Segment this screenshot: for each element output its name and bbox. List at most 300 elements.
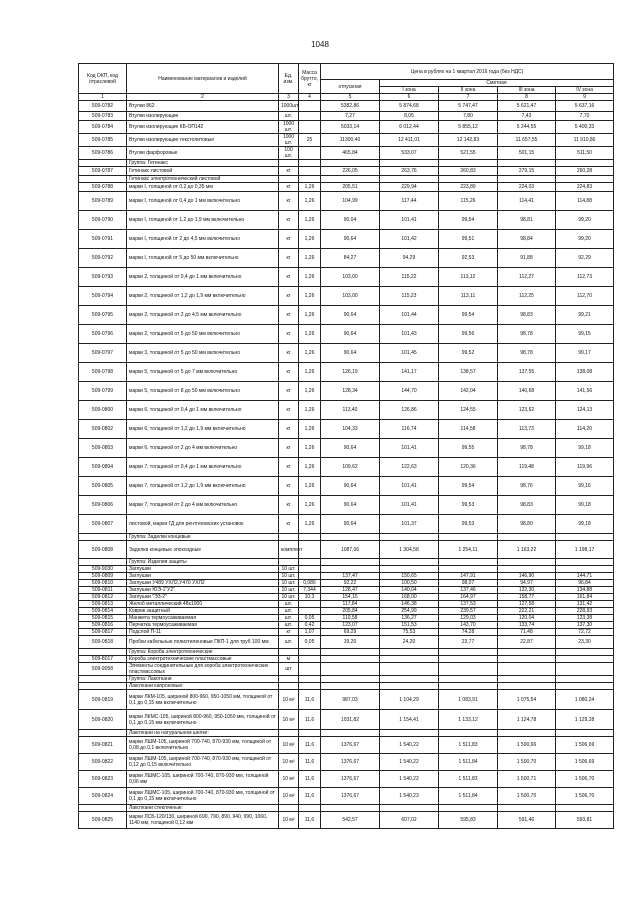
- row-price-zone-3: 98,84: [498, 230, 556, 249]
- row-price-zone-4: 123,38: [556, 615, 614, 622]
- table-row: [79, 601, 614, 608]
- row-code: 509-0818: [79, 636, 127, 649]
- row-unit: 10 шт.: [279, 573, 299, 580]
- row-name: Короба электротехнические пластмассовые: [127, 656, 279, 663]
- row-price-zone-3: [498, 566, 556, 573]
- row-price-zone-2: 1 511,84: [439, 754, 498, 771]
- row-price-zone-4: 99,18: [556, 496, 614, 515]
- row-name: Группа: Лакоткани: [127, 676, 279, 683]
- table-row: [79, 541, 614, 559]
- col-number: 9: [556, 94, 614, 101]
- row-price-zone-3: [498, 683, 556, 690]
- table-row: [79, 656, 614, 663]
- row-code: 509-0804: [79, 458, 127, 477]
- row-price-zone-2: 113,11: [439, 287, 498, 306]
- row-code: [79, 559, 127, 566]
- row-price-release: 5033,14: [321, 121, 380, 134]
- row-price-zone-1: 254,99: [380, 608, 439, 615]
- row-price-zone-4: 131,42: [556, 601, 614, 608]
- row-price-release: 69,29: [321, 629, 380, 636]
- row-price-zone-2: 1 083,91: [439, 690, 498, 710]
- row-price-zone-1: 140,04: [380, 587, 439, 594]
- row-price-zone-4: 137,30: [556, 622, 614, 629]
- row-price-zone-3: 114,41: [498, 192, 556, 211]
- row-price-release: 542,57: [321, 812, 380, 829]
- row-price-release: 205,51: [321, 183, 380, 192]
- row-price-zone-4: [556, 683, 614, 690]
- row-price-zone-3: 94,97: [498, 580, 556, 587]
- row-price-zone-3: 119,48: [498, 458, 556, 477]
- row-price-zone-1: [380, 566, 439, 573]
- row-mass: 0,05: [299, 615, 321, 622]
- row-price-release: 19,20: [321, 636, 380, 649]
- row-unit: шт.: [279, 622, 299, 629]
- table-row: [79, 382, 614, 401]
- row-name: Гетинакс электротехнический листовой: [127, 176, 279, 183]
- row-price-zone-2: [439, 683, 498, 690]
- row-price-release: 110,58: [321, 615, 380, 622]
- row-price-zone-1: 1 540,22: [380, 754, 439, 771]
- row-name: Заглушки: [127, 566, 279, 573]
- header-name: Наименование материалов и изделий: [127, 64, 279, 94]
- row-price-zone-3: 71,48: [498, 629, 556, 636]
- row-price-zone-4: 7,70: [556, 112, 614, 121]
- row-price-zone-4: 228,93: [556, 608, 614, 615]
- row-unit: кг: [279, 477, 299, 496]
- row-name: Группа: Гетинакс: [127, 160, 279, 167]
- header-zone-3: III зона: [498, 87, 556, 94]
- row-price-zone-2: 164,97: [439, 594, 498, 601]
- row-mass: 7,344: [299, 587, 321, 594]
- row-unit: м: [279, 656, 299, 663]
- table-row: [79, 325, 614, 344]
- row-price-zone-4: 1 129,28: [556, 710, 614, 730]
- header-release: отпускная: [321, 80, 380, 94]
- row-price-zone-2: 114,58: [439, 420, 498, 439]
- row-mass: [299, 167, 321, 176]
- row-price-zone-3: 279,15: [498, 167, 556, 176]
- row-mass: 1,26: [299, 211, 321, 230]
- table-row: [79, 737, 614, 754]
- row-price-zone-2: [439, 176, 498, 183]
- table-row: [79, 160, 614, 167]
- row-mass: 1,26: [299, 287, 321, 306]
- row-price-zone-1: [380, 559, 439, 566]
- row-mass: 1,26: [299, 458, 321, 477]
- table-row: [79, 211, 614, 230]
- row-name: марки 6, толщиной от 0,4 до 1 мм включительно: [127, 401, 279, 420]
- row-name: Подслой П-11: [127, 629, 279, 636]
- row-unit: 1000шт: [279, 101, 299, 112]
- row-price-zone-3: 91,88: [498, 249, 556, 268]
- row-code: 509-0803: [79, 439, 127, 458]
- table-row: [79, 573, 614, 580]
- row-price-zone-3: 146,90: [498, 573, 556, 580]
- row-code: 509-0811: [79, 587, 127, 594]
- row-price-zone-1: 1 540,23: [380, 788, 439, 805]
- row-mass: 0,42: [299, 622, 321, 629]
- row-name: марки I, толщиной от 0,4 до 1 мм включительно: [127, 192, 279, 211]
- table-row: [79, 710, 614, 730]
- row-name: марки 5, толщиной от 5 до 7 мм включительно: [127, 363, 279, 382]
- row-code: [79, 805, 127, 812]
- table-row: [79, 458, 614, 477]
- table-row: [79, 306, 614, 325]
- row-price-release: 5382,86: [321, 101, 380, 112]
- row-price-release: [321, 663, 380, 676]
- row-price-release: 117,84: [321, 601, 380, 608]
- row-price-zone-4: 99,16: [556, 477, 614, 496]
- row-mass: [299, 566, 321, 573]
- table-row: [79, 683, 614, 690]
- row-mass: 11,6: [299, 710, 321, 730]
- row-price-zone-4: 224,83: [556, 183, 614, 192]
- row-price-zone-1: 150,65: [380, 573, 439, 580]
- row-unit: [279, 683, 299, 690]
- table-row: [79, 788, 614, 805]
- row-price-zone-4: [556, 805, 614, 812]
- row-mass: 11,6: [299, 812, 321, 829]
- row-mass: 1,26: [299, 325, 321, 344]
- row-price-zone-3: [498, 534, 556, 541]
- row-price-zone-1: 144,70: [380, 382, 439, 401]
- row-price-release: 90,04: [321, 211, 380, 230]
- row-price-zone-3: 22,87: [498, 636, 556, 649]
- row-price-zone-4: 99,21: [556, 306, 614, 325]
- row-code: 509-0788: [79, 183, 127, 192]
- row-price-zone-2: [439, 805, 498, 812]
- row-price-zone-1: 151,53: [380, 622, 439, 629]
- row-name: Лакоткани стеклянные:: [127, 805, 279, 812]
- row-price-release: [321, 566, 380, 573]
- row-price-zone-4: 5 637,16: [556, 101, 614, 112]
- header-price-title: Цена в рублях на 1 квартал 2016 года (без НДС): [321, 64, 614, 80]
- row-name: Заглушки "ЭЗ-2": [127, 594, 279, 601]
- page-number: 1048: [311, 40, 329, 49]
- row-code: 509-0824: [79, 788, 127, 805]
- row-mass: 1,26: [299, 477, 321, 496]
- row-price-zone-3: 98,76: [498, 477, 556, 496]
- row-price-zone-3: 98,81: [498, 211, 556, 230]
- table-row: [79, 812, 614, 829]
- row-name: марки 6, толщиной от 2 до 4 мм включительно: [127, 439, 279, 458]
- row-unit: [279, 805, 299, 812]
- row-name: Втулки фарфоровые: [127, 147, 279, 160]
- row-code: 509-0814: [79, 608, 127, 615]
- row-price-zone-1: [380, 176, 439, 183]
- row-price-zone-4: 1 198,17: [556, 541, 614, 559]
- row-unit: 1000 шт.: [279, 121, 299, 134]
- row-code: 509-9030: [79, 566, 127, 573]
- row-price-zone-4: 5 400,33: [556, 121, 614, 134]
- row-name: марки 2, толщиной от 1,2 до 1,9 мм включительно: [127, 287, 279, 306]
- row-price-zone-1: 1 304,58: [380, 541, 439, 559]
- row-price-zone-3: 113,73: [498, 420, 556, 439]
- table-row: [79, 420, 614, 439]
- table-row: [79, 121, 614, 134]
- row-unit: кг: [279, 183, 299, 192]
- row-name: марки ЛШМ-105, шириной 700-740, 870-930 мм, толщиной от 0,08 до 0,1 включительно: [127, 737, 279, 754]
- row-mass: [299, 573, 321, 580]
- table-row: [79, 534, 614, 541]
- row-price-zone-1: 263,76: [380, 167, 439, 176]
- col-number: 6: [380, 94, 439, 101]
- row-price-zone-1: 75,53: [380, 629, 439, 636]
- row-price-zone-3: 132,30: [498, 587, 556, 594]
- row-code: 509-0809: [79, 573, 127, 580]
- row-unit: кг: [279, 211, 299, 230]
- row-price-zone-4: 99,20: [556, 230, 614, 249]
- table-row: [79, 559, 614, 566]
- row-price-zone-2: 137,53: [439, 601, 498, 608]
- row-price-zone-2: 5 855,12: [439, 121, 498, 134]
- row-price-zone-3: 127,58: [498, 601, 556, 608]
- row-name: марки 2, толщиной от 2 до 4,5 мм включительно: [127, 306, 279, 325]
- row-price-release: 126,19: [321, 363, 380, 382]
- row-price-zone-3: 98,78: [498, 439, 556, 458]
- row-price-zone-4: [556, 649, 614, 656]
- row-price-zone-3: 120,04: [498, 615, 556, 622]
- row-code: [79, 534, 127, 541]
- row-unit: шт: [279, 663, 299, 676]
- row-price-zone-4: 99,20: [556, 211, 614, 230]
- row-price-zone-3: 591,46: [498, 812, 556, 829]
- row-mass: 25: [299, 134, 321, 147]
- row-price-zone-2: 98,07: [439, 580, 498, 587]
- row-price-release: [321, 656, 380, 663]
- row-code: [79, 683, 127, 690]
- row-price-zone-2: [439, 160, 498, 167]
- row-name: марки ЛКМС-105, шириной 800-960, 950-1050 мм, толщиной от 0,1 до 0,15 мм включительно: [127, 710, 279, 730]
- row-price-zone-2: 99,51: [439, 230, 498, 249]
- table-row: [79, 676, 614, 683]
- row-code: [79, 649, 127, 656]
- row-unit: [279, 676, 299, 683]
- row-price-zone-1: 126,86: [380, 401, 439, 420]
- row-unit: шт.: [279, 636, 299, 649]
- row-price-zone-3: 98,78: [498, 344, 556, 363]
- row-price-zone-1: [380, 676, 439, 683]
- row-name: Втулки изолирующие: [127, 112, 279, 121]
- row-code: [79, 730, 127, 737]
- row-unit: кг: [279, 268, 299, 287]
- row-price-zone-1: 101,41: [380, 211, 439, 230]
- row-mass: [299, 147, 321, 160]
- row-price-zone-1: 136,27: [380, 615, 439, 622]
- row-price-zone-4: 1 506,70: [556, 788, 614, 805]
- col-number: 1: [79, 94, 127, 101]
- row-mass: [299, 676, 321, 683]
- row-price-zone-1: 146,38: [380, 601, 439, 608]
- row-unit: кг: [279, 382, 299, 401]
- row-price-zone-1: 6 012,44: [380, 121, 439, 134]
- row-unit: кг: [279, 629, 299, 636]
- col-number: 3: [279, 94, 299, 101]
- row-price-zone-2: 120,36: [439, 458, 498, 477]
- row-price-zone-3: 137,55: [498, 363, 556, 382]
- row-price-zone-1: 101,41: [380, 496, 439, 515]
- row-price-zone-3: [498, 663, 556, 676]
- row-price-zone-3: [498, 730, 556, 737]
- row-price-zone-1: 141,17: [380, 363, 439, 382]
- row-mass: [299, 160, 321, 167]
- row-price-release: 123,07: [321, 622, 380, 629]
- table-row: [79, 249, 614, 268]
- row-mass: 0,05: [299, 636, 321, 649]
- table-row: [79, 230, 614, 249]
- row-code: 509-0786: [79, 147, 127, 160]
- row-unit: 10 шт.: [279, 580, 299, 587]
- col-number: 4: [299, 94, 321, 101]
- row-mass: 1,26: [299, 496, 321, 515]
- row-price-zone-2: [439, 566, 498, 573]
- row-price-zone-4: 72,72: [556, 629, 614, 636]
- row-price-zone-1: 115,23: [380, 287, 439, 306]
- row-name: Заглушки У489 УХЛ2,У470 УХЛ2: [127, 580, 279, 587]
- row-mass: 1,26: [299, 268, 321, 287]
- row-price-zone-3: 140,68: [498, 382, 556, 401]
- row-name: Втулки изолирующие текстолитовые: [127, 134, 279, 147]
- row-code: 509-0783: [79, 112, 127, 121]
- row-price-zone-2: 260,83: [439, 167, 498, 176]
- row-price-release: 205,84: [321, 608, 380, 615]
- table-row: [79, 636, 614, 649]
- row-code: 509-0805: [79, 477, 127, 496]
- row-price-zone-3: 98,83: [498, 496, 556, 515]
- row-price-zone-2: 138,57: [439, 363, 498, 382]
- header-zone-4: IV зона: [556, 87, 614, 94]
- table-body: [79, 101, 614, 829]
- table-row: [79, 608, 614, 615]
- row-name: Лакоткани на натуральном шелке:: [127, 730, 279, 737]
- row-price-zone-1: 122,63: [380, 458, 439, 477]
- row-unit: [279, 649, 299, 656]
- row-name: марки ЛСБ-120/130, шириной 690, 790, 890, 940, 990, 1060, 1140 мм, толщиной 0,12 мм: [127, 812, 279, 829]
- row-price-release: 987,03: [321, 690, 380, 710]
- row-code: 509-0816: [79, 622, 127, 629]
- row-code: 509-0791: [79, 230, 127, 249]
- row-price-zone-2: 137,46: [439, 587, 498, 594]
- row-price-zone-2: 12 142,83: [439, 134, 498, 147]
- row-name: Лакоткани капроновые:: [127, 683, 279, 690]
- row-price-zone-2: 5 747,47: [439, 101, 498, 112]
- row-price-zone-4: 511,50: [556, 147, 614, 160]
- row-price-zone-1: 1 540,22: [380, 771, 439, 788]
- row-price-zone-4: 112,73: [556, 268, 614, 287]
- row-price-zone-3: 112,25: [498, 287, 556, 306]
- row-price-zone-1: 115,22: [380, 268, 439, 287]
- row-price-zone-3: 1 500,70: [498, 788, 556, 805]
- table-row: [79, 690, 614, 710]
- row-price-zone-2: 99,54: [439, 306, 498, 325]
- table-row: [79, 805, 614, 812]
- row-price-zone-2: 143,70: [439, 622, 498, 629]
- row-price-release: 90,64: [321, 325, 380, 344]
- row-code: 509-0813: [79, 601, 127, 608]
- table-row: [79, 401, 614, 420]
- row-mass: 1,26: [299, 183, 321, 192]
- row-price-release: 90,64: [321, 515, 380, 534]
- row-price-zone-1: 607,02: [380, 812, 439, 829]
- table-row: [79, 134, 614, 147]
- row-price-release: [321, 160, 380, 167]
- row-price-zone-2: 1 511,83: [439, 771, 498, 788]
- row-price-release: 1376,67: [321, 737, 380, 754]
- row-price-zone-2: 99,54: [439, 477, 498, 496]
- row-name: Заглушки ЮЭ-1"У2": [127, 587, 279, 594]
- row-price-zone-4: [556, 559, 614, 566]
- row-mass: 1,26: [299, 344, 321, 363]
- row-price-zone-3: 158,77: [498, 594, 556, 601]
- table-row: [79, 439, 614, 458]
- row-price-zone-3: 7,43: [498, 112, 556, 121]
- row-price-zone-4: 96,84: [556, 580, 614, 587]
- row-price-zone-1: 100,50: [380, 580, 439, 587]
- row-name: марки ЛШМС-105, шириной 700-740, 870-930 мм, толщиной от 0,1 до 0,15 мм включительно: [127, 788, 279, 805]
- row-mass: 11,6: [299, 690, 321, 710]
- row-name: Перчатка термоусаживаемая: [127, 622, 279, 629]
- row-unit: 1000 шт.: [279, 134, 299, 147]
- row-price-zone-3: 98,78: [498, 325, 556, 344]
- row-name: листовой, марки ГД для рентгеновских установок: [127, 515, 279, 534]
- table-row: [79, 663, 614, 676]
- row-mass: 11,6: [299, 737, 321, 754]
- row-name: Манжета термоусаживаемая: [127, 615, 279, 622]
- row-price-zone-3: [498, 805, 556, 812]
- row-unit: 10 м²: [279, 737, 299, 754]
- row-mass: [299, 534, 321, 541]
- row-price-zone-4: 11 910,86: [556, 134, 614, 147]
- row-unit: кг: [279, 249, 299, 268]
- header-code: Код ОКП, код отраслевой: [79, 64, 127, 94]
- row-name: марки 2, толщиной от 0,4 до 1 мм включительно: [127, 268, 279, 287]
- row-name: Группа: Заделки концевые: [127, 534, 279, 541]
- row-unit: кг: [279, 420, 299, 439]
- row-price-zone-2: 124,55: [439, 401, 498, 420]
- row-price-release: [321, 534, 380, 541]
- row-price-release: 1376,67: [321, 771, 380, 788]
- row-mass: [299, 608, 321, 615]
- row-unit: 10 м²: [279, 754, 299, 771]
- row-unit: кг: [279, 458, 299, 477]
- row-unit: 10 шт.: [279, 594, 299, 601]
- row-price-zone-4: 99,15: [556, 325, 614, 344]
- row-unit: кг: [279, 363, 299, 382]
- row-price-zone-3: 11 657,55: [498, 134, 556, 147]
- row-price-zone-2: 147,91: [439, 573, 498, 580]
- row-mass: 10,3: [299, 594, 321, 601]
- row-unit: кг: [279, 496, 299, 515]
- row-name: марки 7, толщиной от 1,2 до 1,9 мм включительно: [127, 477, 279, 496]
- row-price-release: 103,00: [321, 268, 380, 287]
- table-row: [79, 587, 614, 594]
- table-row: [79, 594, 614, 601]
- row-price-zone-1: 1 104,29: [380, 690, 439, 710]
- row-unit: кг: [279, 325, 299, 344]
- table-row: [79, 147, 614, 160]
- row-price-zone-1: [380, 160, 439, 167]
- row-name: Группа: Короба электротехнические: [127, 649, 279, 656]
- row-code: [79, 160, 127, 167]
- row-name: марки ЛШМ-105, шириной 700-740, 870-930 мм, толщиной от 0,12 до 0,15 включительно: [127, 754, 279, 771]
- row-code: 509-0802: [79, 420, 127, 439]
- table-row: [79, 622, 614, 629]
- table-row: [79, 580, 614, 587]
- row-price-zone-1: [380, 683, 439, 690]
- row-code: 509-0787: [79, 167, 127, 176]
- row-price-zone-3: [498, 160, 556, 167]
- row-price-zone-2: [439, 559, 498, 566]
